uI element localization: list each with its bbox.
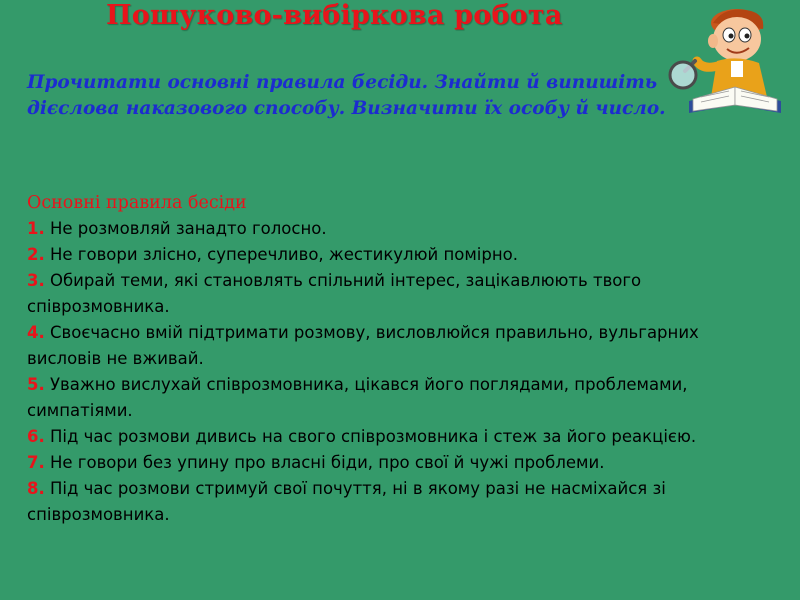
rule-text: Уважно вислухай співрозмовника, цікався його поглядами, проблемами, симпатіями. [27, 375, 688, 420]
rule-item-2 [27, 242, 747, 268]
rule-item-4 [27, 320, 747, 372]
rule-number: 4. [27, 323, 45, 342]
rule-item-8 [27, 476, 747, 528]
rule-number: 6. [27, 427, 45, 446]
rule-text: Своєчасно вмій підтримати розмову, висловлюйся правильно, вульгарних висловів не вживай. [27, 323, 699, 368]
rule-number: 5. [27, 375, 45, 394]
rules-heading: Основні правила бесіди [27, 193, 247, 213]
rule-text: Під час розмови стримуй свої почуття, ні в якому разі не насміхайся зі співрозмовника. [27, 479, 666, 524]
rule-text: Обирай теми, які становлять спільний інтерес, зацікавлюють твого співрозмовника. [27, 271, 642, 316]
rule-text: Не розмовляй занадто голосно. [50, 219, 327, 238]
rule-number: 2. [27, 245, 45, 264]
rule-number: 3. [27, 271, 45, 290]
rule-number: 1. [27, 219, 45, 238]
rule-number: 8. [27, 479, 45, 498]
rule-item-1 [27, 216, 747, 242]
task-instructions: Прочитати основні правила бесіди. Знайти й випишіть дієслова наказового способу. Визначити їх особу й число. [27, 72, 666, 119]
rule-text: Під час розмови дивись на свого співрозмовника і стеж за його реакцією. [50, 427, 697, 446]
rule-text: Не говори без упину про власні біди, про свої й чужі проблеми. [50, 453, 605, 472]
rule-item-6 [27, 424, 747, 450]
rule-item-5 [27, 372, 747, 424]
rule-number: 7. [27, 453, 45, 472]
rule-text: Не говори злісно, суперечливо, жестикулюй помірно. [50, 245, 518, 264]
rules-section [27, 190, 747, 528]
rule-item-7 [27, 450, 747, 476]
page-title: Пошуково-вибіркова робота [106, 0, 563, 31]
rule-item-3 [27, 268, 747, 320]
boy-with-magnifier-and-book-icon [655, 5, 800, 125]
